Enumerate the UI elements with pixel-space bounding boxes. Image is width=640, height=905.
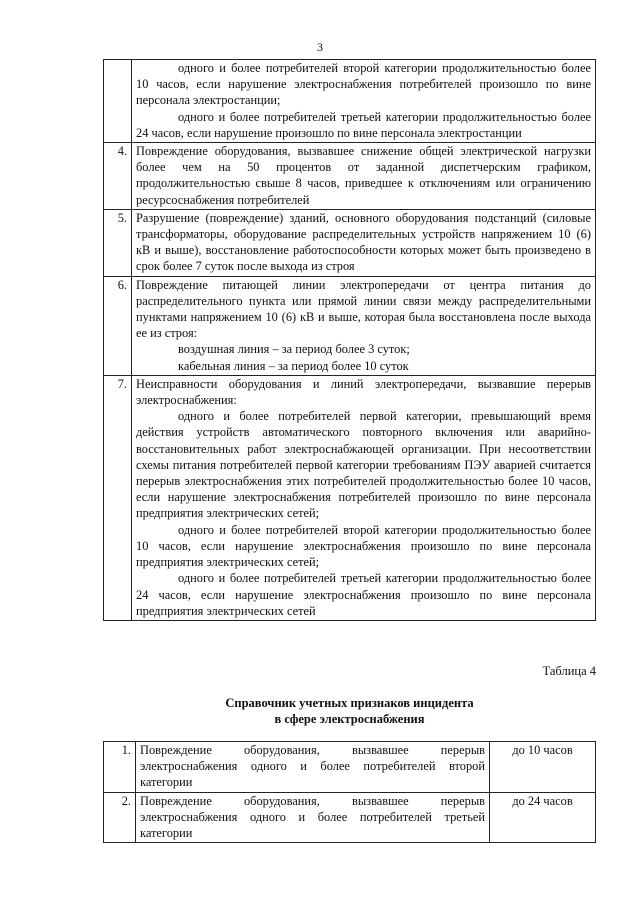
row-number: 6.: [104, 276, 132, 375]
paragraph: Неисправности оборудования и линий электропередачи, вызвавшие перерыв электроснабжения:: [136, 376, 591, 408]
page-number: 3: [317, 40, 323, 54]
row-number: 7.: [104, 375, 132, 620]
row-text-cell: [132, 60, 596, 143]
paragraph: одного и более потребителей третьей категории продолжительностью более 24 часов, если нарушение произошло по вине персонала электростанции: [136, 109, 591, 140]
table-row: [104, 742, 596, 793]
row-text-cell: [132, 143, 596, 210]
row-duration: до 10 часов: [490, 742, 596, 793]
paragraph: воздушная линия – за период более 3 суток;: [178, 342, 410, 357]
paragraph: Разрушение (повреждение) зданий, основного оборудования подстанций (силовые трансформаторы, оборудование распределительных устройств напряжением 10 (6) кВ и выше), восстановление работоспособности которых может быть произведено в срок более 7 суток после выхода из строя: [136, 210, 591, 274]
row-text: Повреждение оборудования, вызвавшее перерыв электроснабжения одного и более потребителей третьей категории: [136, 792, 490, 843]
row-text-cell: [132, 276, 596, 375]
row-duration: до 24 часов: [490, 792, 596, 843]
row-text-cell: [132, 209, 596, 276]
table-row: [104, 143, 596, 210]
paragraph: одного и более потребителей первой категории, превышающий время действия устройств автоматического повторного включения или аварийно-восстановительных работ электроснабжающей организации. При несоответствии схемы питания потребителей первой категории требованиям ПЭУ аварией считается перерыв электроснабжения этих потребителей продолжительностью более 10 часов, если нарушение электроснабжения потребителей произошло по вине персонала предприятия электрических сетей;: [136, 409, 591, 521]
table-row: [104, 375, 596, 620]
table-label: Таблица 4: [542, 664, 596, 678]
paragraph: кабельная линия – за период более 10 суток: [178, 358, 409, 373]
paragraph: одного и более потребителей второй категории продолжительностью более 10 часов, если нарушение электроснабжения потребителей произошло по вине персонала электростанции;: [136, 61, 591, 108]
paragraph: одного и более потребителей второй категории продолжительностью более 10 часов, если нарушение электроснабжения произошло по вине персонала предприятия электрических сетей;: [136, 522, 591, 570]
table-row: [104, 60, 596, 143]
table-heading: [103, 695, 596, 727]
table-row: [104, 276, 596, 375]
row-number-cell: [104, 60, 132, 143]
row-text: Повреждение оборудования, вызвавшее перерыв электроснабжения одного и более потребителей второй категории: [136, 742, 490, 793]
heading-line: в сфере электроснабжения: [274, 712, 425, 726]
table-row: [104, 209, 596, 276]
row-number: 4.: [104, 143, 132, 210]
row-number: 1.: [104, 742, 136, 793]
row-text-cell: [132, 375, 596, 620]
paragraph: Повреждение оборудования, вызвавшее снижение общей электрической нагрузки более чем на 50 процентов от заданной диспетчерским графиком, продолжительностью свыше 8 часов, приведшее к отключениям или ограничению ресурсоснабжения потребителей: [136, 144, 591, 207]
row-number: 5.: [104, 209, 132, 276]
row-number: 2.: [104, 792, 136, 843]
table-row: [104, 792, 596, 843]
heading-line: Справочник учетных признаков инцидента: [225, 696, 474, 710]
paragraph: Повреждение питающей линии электропередачи от центра питания до распределительного пункта или прямой линии связи между распределительными пунктами напряжением 10 (6) кВ и выше, которая была восстановлена после выхода ее из строя:: [136, 277, 591, 341]
incident-signs-table: [103, 741, 596, 843]
incident-criteria-table-continued: [103, 59, 596, 621]
paragraph: одного и более потребителей третьей категории продолжительностью более 24 часов, если нарушение электроснабжения произошло по вине персонала предприятия электрических сетей: [136, 571, 591, 618]
